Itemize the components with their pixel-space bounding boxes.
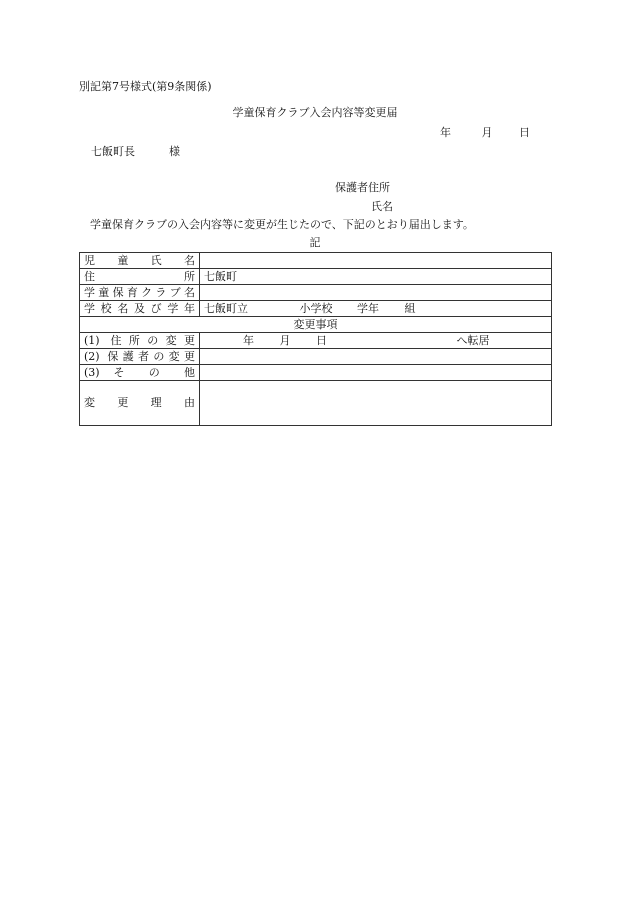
row-reason [80, 381, 552, 426]
address-value: 七飯町 [204, 269, 237, 283]
date-year-label: 年 [440, 126, 451, 139]
row-change-other [80, 365, 552, 381]
school-type: 小学校 [299, 301, 333, 315]
school-town: 七飯町立 [204, 301, 248, 315]
change-other-field[interactable] [200, 365, 552, 381]
date-day-label: 日 [519, 126, 530, 139]
row-address [80, 269, 552, 285]
school-field[interactable] [200, 301, 552, 317]
club-name-field[interactable] [200, 285, 552, 301]
form-number: 別記第7号様式(第9条関係) [79, 80, 212, 93]
row-changes-header [80, 317, 552, 333]
date-month-label: 月 [481, 126, 493, 139]
child-name-label: 児 童 氏 名 [80, 253, 200, 269]
club-name-label: 学童保育クラブ名 [80, 285, 200, 301]
move-day-label: 日 [316, 333, 327, 347]
move-month-label: 月 [279, 333, 291, 347]
move-suffix: へ転居 [456, 333, 490, 347]
reason-label: 変 更 理 由 [80, 381, 200, 426]
addressee-honorific: 様 [169, 145, 180, 158]
changes-header: 変更事項 [80, 317, 552, 333]
school-grade: 学年 [357, 301, 379, 315]
row-child-name [80, 253, 552, 269]
addressee-name: 七飯町長 [91, 145, 135, 158]
row-change-address [80, 333, 552, 349]
school-label: 学校名及び学年 [80, 301, 200, 317]
submission-date [440, 126, 530, 140]
change-guardian-label: (2) 保護者の変更 [80, 349, 200, 365]
form-title: 学童保育クラブ入会内容等変更届 [232, 106, 398, 119]
ki-heading: 記 [309, 236, 321, 249]
statement-text: 学童保育クラブの入会内容等に変更が生じたので、下記のとおり届出します。 [90, 218, 474, 231]
change-address-field[interactable] [200, 333, 552, 349]
row-change-guardian [80, 349, 552, 365]
reason-field[interactable] [200, 381, 552, 426]
change-address-label: (1) 住所の変更 [80, 333, 200, 349]
guardian-address-label: 保護者住所 [335, 181, 390, 194]
guardian-name-label: 氏名 [371, 200, 393, 213]
move-year-label: 年 [243, 333, 254, 347]
addressee [91, 145, 180, 159]
address-label: 住 所 [80, 269, 200, 285]
form-table [79, 252, 552, 426]
change-other-label: (3) そ の 他 [80, 365, 200, 381]
change-guardian-field[interactable] [200, 349, 552, 365]
address-field[interactable] [200, 269, 552, 285]
school-class: 組 [404, 301, 416, 315]
row-club-name [80, 285, 552, 301]
child-name-field[interactable] [200, 253, 552, 269]
row-school [80, 301, 552, 317]
